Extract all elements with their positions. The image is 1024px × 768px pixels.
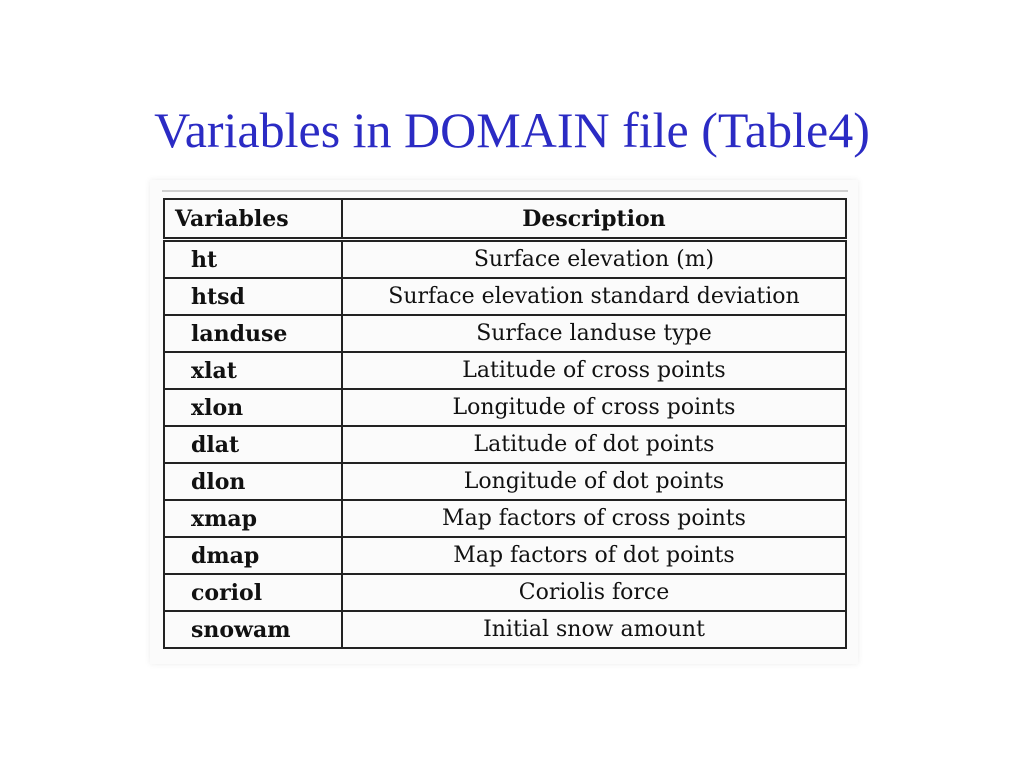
description-cell: Longitude of cross points: [342, 389, 846, 426]
table-header-row: [164, 199, 846, 240]
table-figure: [150, 180, 858, 664]
variable-cell: landuse: [164, 315, 342, 352]
description-cell: Latitude of dot points: [342, 426, 846, 463]
table-row: [164, 278, 846, 315]
table-row: [164, 389, 846, 426]
description-cell: Map factors of cross points: [342, 500, 846, 537]
variable-cell: dlat: [164, 426, 342, 463]
variable-cell: xmap: [164, 500, 342, 537]
table-row: [164, 426, 846, 463]
table-row: [164, 500, 846, 537]
variable-cell: xlon: [164, 389, 342, 426]
variable-cell: ht: [164, 240, 342, 279]
header-description: Description: [342, 199, 846, 240]
variable-cell: xlat: [164, 352, 342, 389]
description-cell: Surface landuse type: [342, 315, 846, 352]
description-cell: Surface elevation standard deviation: [342, 278, 846, 315]
variable-cell: snowam: [164, 611, 342, 648]
description-cell: Initial snow amount: [342, 611, 846, 648]
table-row: [164, 574, 846, 611]
variable-cell: coriol: [164, 574, 342, 611]
header-variables: Variables: [164, 199, 342, 240]
table-row: [164, 463, 846, 500]
variable-cell: dmap: [164, 537, 342, 574]
table-row: [164, 352, 846, 389]
variable-cell: dlon: [164, 463, 342, 500]
table-row: [164, 315, 846, 352]
table-top-rule: [162, 190, 848, 192]
slide-title: Variables in DOMAIN file (Table4): [154, 102, 870, 158]
variable-cell: htsd: [164, 278, 342, 315]
description-cell: Map factors of dot points: [342, 537, 846, 574]
table-row: [164, 537, 846, 574]
description-cell: Coriolis force: [342, 574, 846, 611]
table-row: [164, 611, 846, 648]
description-cell: Longitude of dot points: [342, 463, 846, 500]
variables-table: [163, 198, 847, 649]
table-row: [164, 240, 846, 279]
description-cell: Latitude of cross points: [342, 352, 846, 389]
description-cell: Surface elevation (m): [342, 240, 846, 279]
